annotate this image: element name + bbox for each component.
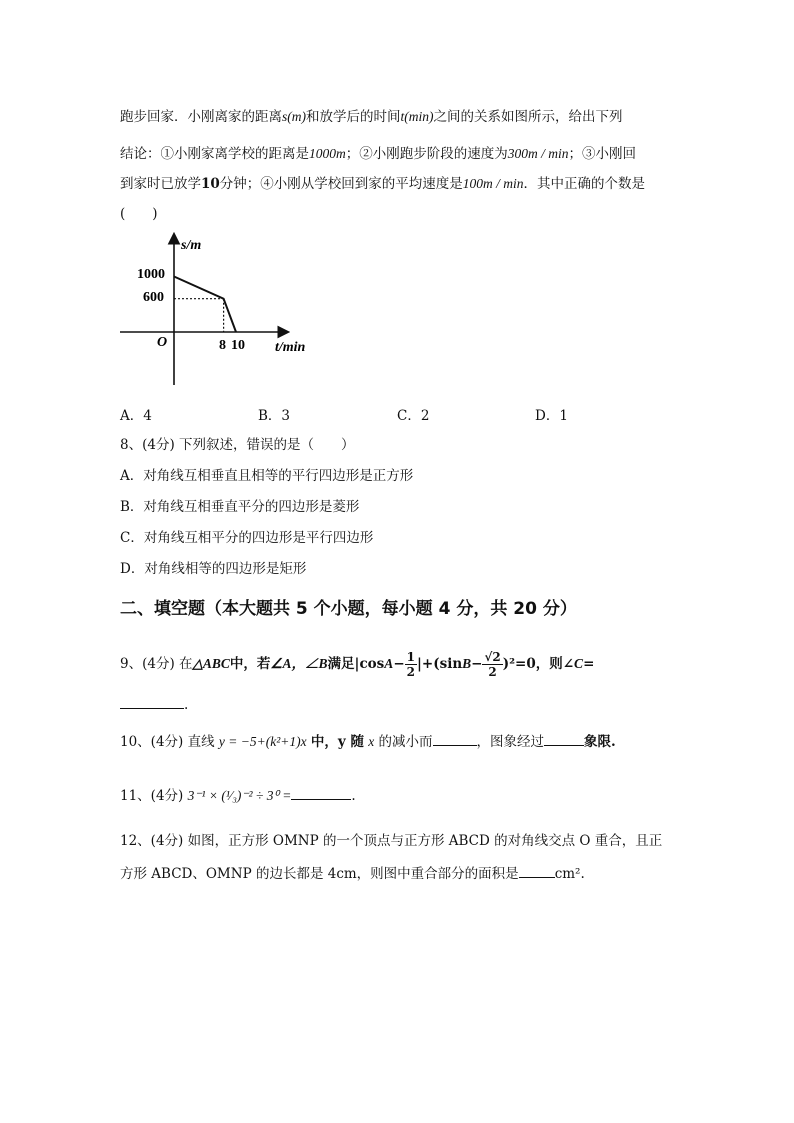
q7-line3: 到家时已放学10分钟；④小刚从学校回到家的平均速度是100m / min．其中正确的个数是	[120, 176, 646, 192]
x-tick-8: 8	[219, 338, 226, 353]
q7-paren: ( )	[120, 206, 158, 222]
q8-option-b: B．对角线互相垂直平分的四边形是菱形	[120, 499, 360, 515]
q10-blank-1[interactable]	[433, 731, 477, 746]
q9-answer: .	[120, 694, 188, 714]
q12-blank[interactable]	[519, 863, 555, 878]
x-tick-10: 10	[231, 338, 245, 353]
q11-line: 11、(4分) 3⁻¹ × (¹⁄₃)⁻² ÷ 3⁰ = .	[120, 785, 356, 805]
q10-line: 10、(4分) 直线 y = −5+(k²+1)x 中，y 随 x 的减小而 ，图象经过 象限.	[120, 731, 616, 751]
q7-option-c: C．2	[397, 408, 430, 424]
q9-answer-blank[interactable]	[120, 694, 184, 709]
q9-line: 9、(4分) 在△ABC中，若∠A，∠B满足|cosA− $\frac{1}{2}$ |+(sinB− $\frac{√2}{2}$ )²=0，则∠C=	[120, 650, 595, 679]
q7-line1: 跑步回家．小刚离家的距离s(m)和放学后的时间t(min)之间的关系如图所示，给出下列	[120, 109, 623, 125]
q10-blank-2[interactable]	[544, 731, 584, 746]
q8-option-d: D．对角线相等的四边形是矩形	[120, 561, 307, 577]
q8-option-a: A．对角线互相垂直且相等的平行四边形是正方形	[120, 468, 414, 484]
origin-label: O	[157, 335, 168, 350]
q11-blank[interactable]	[291, 785, 351, 800]
y-tick-600: 600	[143, 290, 164, 305]
y-tick-1000: 1000	[137, 267, 165, 282]
x-axis-label: t/min	[275, 340, 306, 355]
q8-option-c: C．对角线互相平分的四边形是平行四边形	[120, 530, 374, 546]
q12-line1: 12、(4分) 如图，正方形 OMNP 的一个顶点与正方形 ABCD 的对角线交点 O 重合，且正	[120, 833, 663, 849]
distance-time-graph	[115, 225, 325, 390]
fraction-one-half: $\frac{1}{2}$	[406, 650, 415, 679]
q7-option-d: D．1	[535, 408, 568, 424]
q7-option-b: B．3	[258, 408, 291, 424]
section-heading-fill-in: 二、填空题（本大题共 5 个小题，每小题 4 分，共 20 分）	[120, 599, 577, 619]
q12-line2: 方形 ABCD、OMNP 的边长都是 4cm，则图中重合部分的面积是 cm².	[120, 863, 585, 883]
q7-line2: 结论：①小刚家离学校的距离是1000m；②小刚跑步阶段的速度为300m / min；③小刚回	[120, 146, 636, 162]
distance-line	[174, 277, 236, 333]
y-axis-label: s/m	[181, 238, 202, 253]
q7-option-a: A．4	[120, 408, 152, 424]
q8-stem: 8、(4分) 下列叙述，错误的是（ ）	[120, 437, 355, 453]
fraction-root2-half: $\frac{√2}{2}$	[484, 650, 501, 679]
